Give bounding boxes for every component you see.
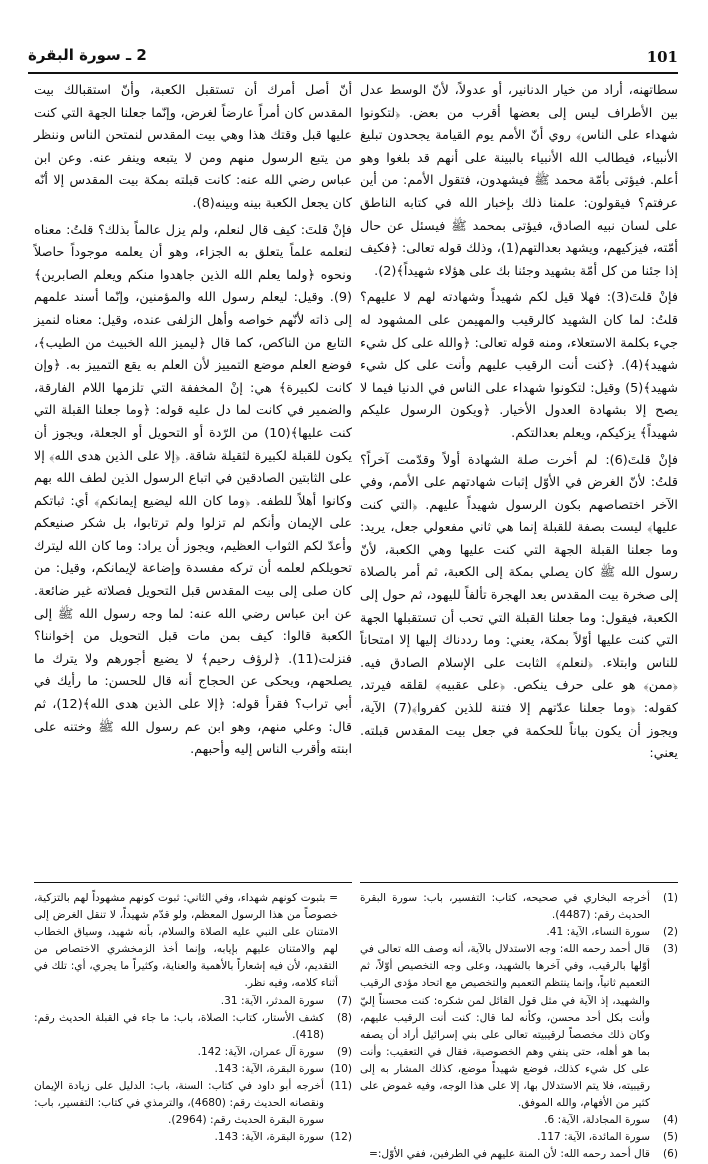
footnote-text: سورة المدثر، الآية: 31. bbox=[220, 994, 324, 1007]
footnote bbox=[34, 993, 352, 1010]
page-header bbox=[28, 44, 678, 70]
footnote-text: قال أحمد رحمه الله: وجه الاستدلال بالآية، أنه وصف الله تعالى في أوّلها بالرقيب، وفي آخرها بالشهيد، وعلى وجه التخصيص أوّلاً، ثم التعميم ثانياً، وإنما ينتظم التعميم والتخصيص مع اتحاد مؤدى الرقيب والشهيد، إذ الآية في مثل قول القائل لمن شكره: كنت محسناً إليّ وأنت بكل أحد محسن، وكأنه لما قال: كنت أنت الرقيب عليهم، وكان ذلك مخصصاً لرقيبيته تعالى على بني إسرائيل أراد أن يصفه بما هو أهله، حتى ينفي وهم الخصوصية، فقال في التعقيب: وأنت على كل شيء كذلك، فوضع شهيداً موضع، كذلك المشار به إلى رقيبيته، فلا يتم الاستدلال بها، إلا على هذا الوجه، وفيه غموض على كثير من الأفهام، والله الموفق. bbox=[360, 943, 650, 1110]
footnote-text: سورة المجادلة، الآية: 6. bbox=[544, 1114, 650, 1127]
footnote bbox=[34, 1129, 352, 1146]
footnote-divider-right bbox=[360, 882, 678, 883]
footnote-text: قال أحمد رحمه الله: لأن المنة عليهم في الطرفين، ففي الأوّل:= bbox=[368, 1148, 650, 1161]
footnote bbox=[360, 1112, 678, 1129]
footnote-number: (9) bbox=[336, 1045, 352, 1058]
footnote bbox=[360, 941, 678, 1112]
footnote-number: (10) bbox=[330, 1062, 352, 1075]
paragraph: فإنْ قلتَ(6): لم أخرت صلة الشهادة أولاً وقدّمت آخراً؟ قلتُ: لأنّ الغرض في الأوّل إثبات شهادتهم على الأمم، وفي الآخر اختصاصهم بكون الرسول شهيداً عليهم. ﴿التي كنت عليها﴾ ليست بصفة للقبلة إنما هي ثاني مفعولي جعل، يريد: وما جعلنا القبلة الجهة التي كنت عليها وهي الكعبة، لأنّ رسول الله ﷺ كان يصلي بمكة إلى الكعبة، ثم أمر بالصلاة إلى صخرة بيت المقدس بعد الهجرة تألفاً لليهود، ثم حول إلى الكعبة، فيقول: وما جعلنا القبلة التي تحب أن تستقبلها الجهة التي كنت عليها أوّلاً بمكة، يعني: وما رددناك إليها إلا امتحاناً للناس وابتلاء. ﴿لنعلم﴾ الثابت على الإسلام الصادق فيه. ﴿ممن﴾ هو على حرف ينكص. ﴿على عقبيه﴾ لقلقه فيرتد، كقوله: ﴿وما جعلنا عدّتهم إلا فتنة للذين كفروا﴾(7) الآية، ويجوز أن يكون بياناً للحكمة في جعل بيت المقدس قبلته. يعني: bbox=[360, 452, 679, 762]
footnote-continuation: = بثبوت كونهم شهداء، وفي الثاني: ثبوت كونهم مشهوداً لهم بالتزكية، خصوصاً من هذا الرسول المعظم، ولو قدّم شهيداً، لا تنقل الغرض إلى الامتنان على النبي عليه الصلاة والسلام، بأنه شهيد، وسياق الخطاب لهم والامتنان عليهم بإيابه، وإنما أخذ الزمخشري الاختصاص من التقديم، لأن فيه إشعاراً بالأهمية والعناية، وكثيراً ما يجري، أي: تلك في أثناء كلامه، وفيه نظر. bbox=[34, 892, 338, 990]
footnote-number: (6) bbox=[662, 1148, 678, 1161]
footnote-number: (11) bbox=[330, 1080, 352, 1093]
surah-title: 2 ـ سورة البقرة bbox=[28, 46, 147, 64]
footnote bbox=[34, 1010, 352, 1044]
footnote-text: سورة البقرة، الآية: 143. bbox=[214, 1131, 324, 1144]
main-text-left-column bbox=[34, 80, 352, 868]
footnote-text: سورة النساء، الآية: 41. bbox=[546, 926, 650, 939]
footnote bbox=[360, 924, 678, 941]
footnote bbox=[360, 890, 678, 924]
footnote-text: أخرجه أبو داود في كتاب: السنة، باب: الدليل على زيادة الإيمان ونقصانه الحديث رقم: (4680)، والترمذي في كتاب: التفسير، باب: سورة البقرة الحديث رقم: (2964). bbox=[34, 1080, 325, 1127]
footnote bbox=[34, 1061, 352, 1078]
footnote-text: سورة البقرة، الآية: 143. bbox=[214, 1062, 324, 1075]
footnote bbox=[360, 1129, 678, 1146]
footnotes-right-column bbox=[360, 890, 678, 1161]
footnote-number: (8) bbox=[336, 1011, 352, 1024]
footnote-number: (7) bbox=[336, 994, 352, 1007]
footnotes-left-column bbox=[34, 890, 352, 1144]
paragraph: أنّ أصل أمرك أن تستقبل الكعبة، وأنّ استقبالك بيت المقدس كان أمراً عارضاً لغرض، وإنّما جعلنا الجهة التي كنت عليها قبل وقتك هذا وهي بيت المقدس لنمتحن الناس وننظر من يتبع الرسول منهم ومن لا يتبعه وينفر عنه. وعن ابن عباس رضي الله عنه: كانت قبلته بمكة بيت المقدس إلا أنّه كان يجعل الكعبة بينه وبينه(8). bbox=[34, 83, 352, 211]
main-text-right-column bbox=[360, 80, 678, 868]
footnote-text: سورة آل عمران، الآية: 142. bbox=[197, 1045, 324, 1058]
footnote-text: أخرجه البخاري في صحيحه، كتاب: التفسير، باب: سورة البقرة الحديث رقم: (4487). bbox=[360, 892, 650, 922]
footnote-number: (5) bbox=[662, 1131, 678, 1144]
footnote-number: (2) bbox=[662, 926, 678, 939]
footnote-divider-left bbox=[34, 882, 352, 883]
footnote-number: (12) bbox=[330, 1131, 352, 1144]
footnote-number: (3) bbox=[662, 943, 678, 956]
footnote bbox=[360, 1146, 678, 1163]
footnote-number: (1) bbox=[662, 892, 678, 904]
paragraph: سطاتهنه، أراد من خيار الدنانير، أو عدولاً، لأنّ الوسط عدل بين الأطراف ليس إلى بعضها أقرب من بعض. ﴿لتكونوا شهداء على الناس﴾ روي أنّ الأمم يوم القيامة يجحدون تبليغ الأنبياء، فيطالب الله الأنبياء بالبينة على أنهم قد بلغوا وهو أعلم. فيؤتى بأمّة محمد ﷺ فيشهدون، فتقول الأمم: من أين عرفتم؟ فيقولون: علمنا ذلك بإخبار الله في كتابه الناطق على لسان نبيه الصادق، فيؤتى بمحمد ﷺ فيسئل عن حال أمّته، فيزكيهم، ويشهد بعدالتهم(1)، وذلك قوله تعالى: ﴿فكيف إذا جئنا من كل أمّة بشهيد وجئنا بك على هؤلاء شهيداً﴾(2). bbox=[360, 83, 678, 279]
footnote-text: كشف الأستار، كتاب: الصلاة، باب: ما جاء في القبلة الحديث رقم: (418). bbox=[34, 1011, 324, 1041]
footnote-number: (4) bbox=[662, 1114, 678, 1127]
footnote bbox=[34, 1078, 352, 1129]
paragraph: فإنْ قلتَ(3): فهلا قيل لكم شهيداً وشهادته لهم لا عليهم؟ قلتُ: لما كان الشهيد كالرقيب والمهيمن على المشهود له جيء بكلمة الاستعلاء، ومنه قوله تعالى: ﴿والله على كل شيء شهيد﴾(4). ﴿كنت أنت الرقيب عليهم وأنت على كل شيء شهيد﴾(5) وقيل: لتكونوا شهداء على الناس في الدنيا فيما لا يصح إلا بشهادة العدول الأخيار. ﴿ويكون الرسول عليكم شهيداً﴾ يزكيكم، ويعلم بعدالتكم. bbox=[360, 290, 678, 441]
page-number: 101 bbox=[646, 48, 678, 66]
footnote-text: سورة المائدة، الآية: 117. bbox=[537, 1131, 650, 1144]
footnote bbox=[34, 1044, 352, 1061]
header-divider bbox=[28, 72, 678, 74]
paragraph: فإنْ قلتَ: كيف قال لنعلم، ولم يزل عالماً بذلك؟ قلتُ: معناه لنعلمه علماً يتعلق به الجزاء، وهو أن يعلمه موجوداً حاصلاً ونحوه ﴿ولما يعلم الله الذين جاهدوا منكم ويعلم الصابرين﴾(9). وقيل: ليعلم رسول الله والمؤمنين، وإنّما أسند علمهم إلى ذاته لأنّهم خواصه وأهل الزلفى عنده، وقيل: معناه لنميز التابع من الناكص، كما قال ﴿ليميز الله الخبيث من الطيب﴾، فوضع العلم موضع التمييز لأن العلم به يقع التمييز به. ﴿وإن كانت لكبيرة﴾ هي: إنْ المخففة التي تلزمها اللام الفارقة، والضمير في كانت لما دل عليه قوله: ﴿وما جعلنا القبلة التي كنت عليها﴾(10) من الرّدة أو التحويل أو الجعلة، ويجوز أن يكون للقبلة لكبيرة لثقيلة شاقة. ﴿إلا على الذين هدى الله﴾ إلا على الثابتين الصادقين في اتباع الرسول الذين لطف الله بهم وكانوا أهلاً للطفه. ﴿وما كان الله ليضيع إيمانكم﴾ أي: ثباتكم على الإيمان وأنكم لم تزلوا ولم ترتابوا، بل شكر صنيعكم وأعدّ لكم الثواب العظيم، ويجوز أن يراد: وما كان الله ليترك تحويلكم لعلمه أن تركه مفسدة وإضاعة لإيمانكم، وقيل: من كان صلى إلى بيت المقدس قبل التحويل فصلاته غير ضائعة. عن ابن عباس رضي الله عنه: لما وجه رسول الله ﷺ إلى الكعبة قالوا: كيف بمن مات قبل التحويل من إخواننا؟ فنزلت(11). ﴿لرؤف رحيم﴾ لا يضيع أجورهم ولا يترك ما يصلحهم، ويحكى عن الحجاج أنه قال للحسن: ما رأيك في أبي تراب؟ فقرأ قوله: ﴿إلا على الذين هدى الله﴾(12)، ثم قال: وعلي منهم، وهو ابن عم رسول الله ﷺ وختنه على ابنته وأقرب الناس إليه وأحبهم. bbox=[34, 222, 352, 758]
